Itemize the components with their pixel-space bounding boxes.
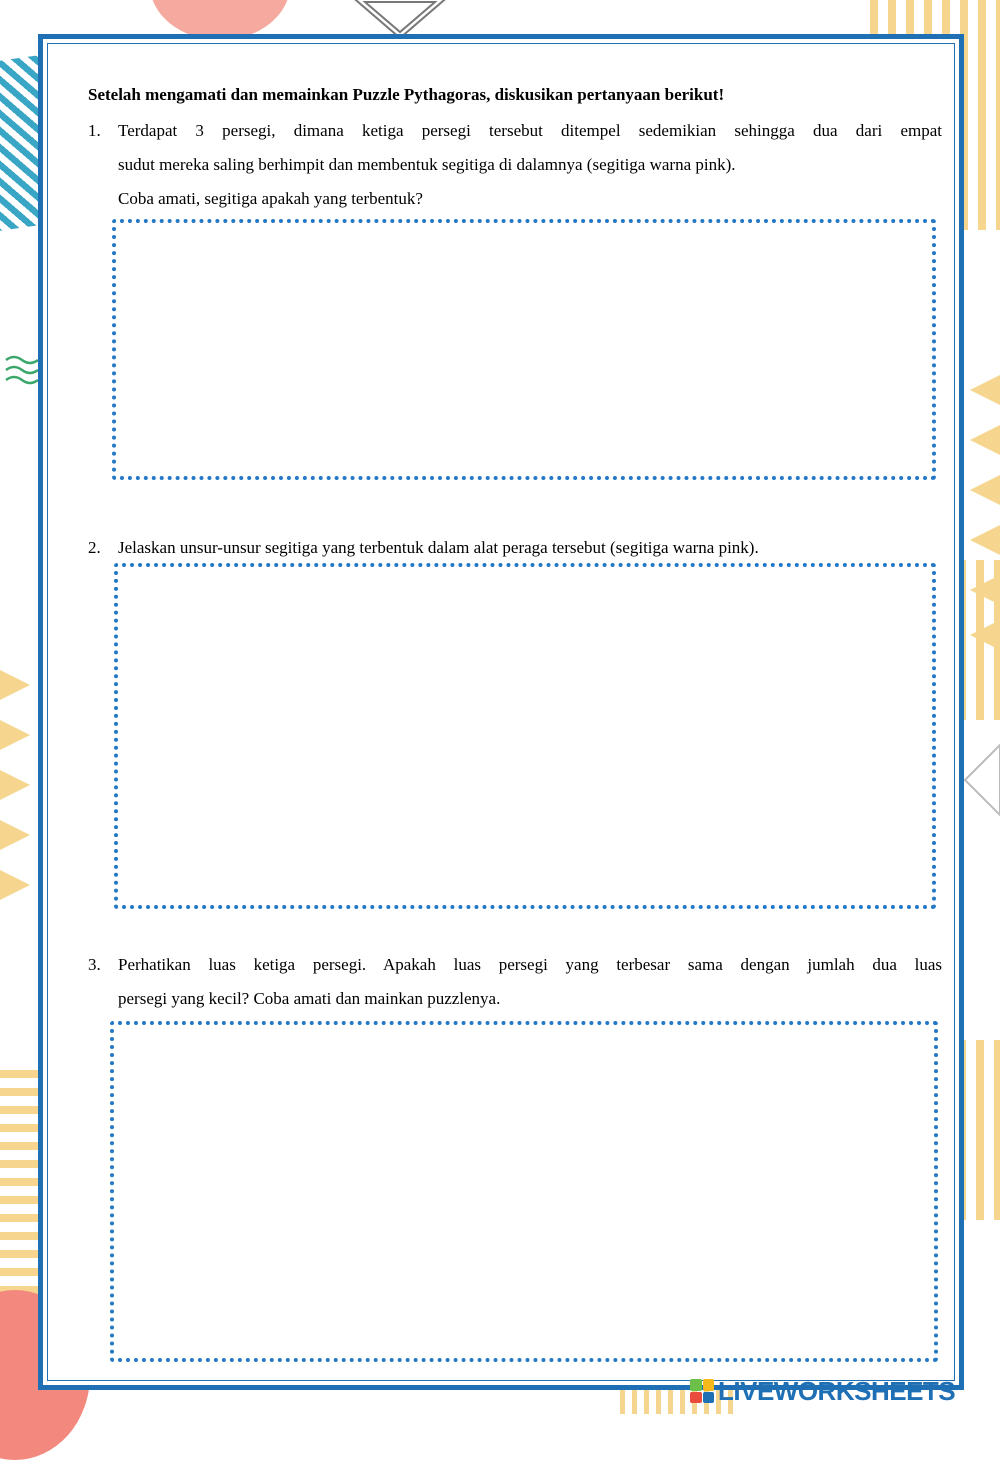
question-text-line: Terdapat 3 persegi, dimana ketiga persegi tersebut ditempel sedemikian sehingga dua dari empat bbox=[118, 121, 942, 140]
question-text-line: Perhatikan luas ketiga persegi. Apakah luas persegi yang terbesar sama dengan jumlah dua luas bbox=[118, 955, 942, 974]
question-text-line: persegi yang kecil? Coba amati dan mainkan puzzlenya. bbox=[118, 989, 501, 1008]
decor-wave-icon bbox=[4, 352, 40, 392]
answer-box-2[interactable] bbox=[114, 563, 936, 909]
question-number: 2. bbox=[88, 538, 101, 557]
decor-triangle-outline-right bbox=[960, 740, 1000, 820]
answer-box-1[interactable] bbox=[112, 219, 936, 480]
answer-box-3[interactable] bbox=[110, 1021, 938, 1362]
question-number: 1. bbox=[88, 121, 101, 140]
decor-yellow-triangles-left bbox=[0, 660, 40, 920]
question-number: 3. bbox=[88, 955, 101, 974]
question-3 bbox=[88, 948, 942, 1016]
instructions-heading: Setelah mengamati dan memainkan Puzzle Pythagoras, diskusikan pertanyaan berikut! bbox=[88, 85, 725, 104]
question-text-line: sudut mereka saling berhimpit dan membentuk segitiga di dalamnya (segitiga warna pink). bbox=[118, 155, 736, 174]
question-2 bbox=[88, 531, 942, 565]
liveworksheets-logo[interactable] bbox=[690, 1376, 955, 1406]
liveworksheets-logo-text: LIVEWORKSHEETS bbox=[718, 1375, 956, 1406]
decor-yellow-triangles-right bbox=[960, 370, 1000, 650]
question-1 bbox=[88, 114, 942, 216]
liveworksheets-logo-icon bbox=[690, 1379, 714, 1403]
question-text-line: Jelaskan unsur-unsur segitiga yang terbentuk dalam alat peraga tersebut (segitiga warna pink). bbox=[118, 538, 759, 557]
question-text-line: Coba amati, segitiga apakah yang terbentuk? bbox=[118, 189, 423, 208]
